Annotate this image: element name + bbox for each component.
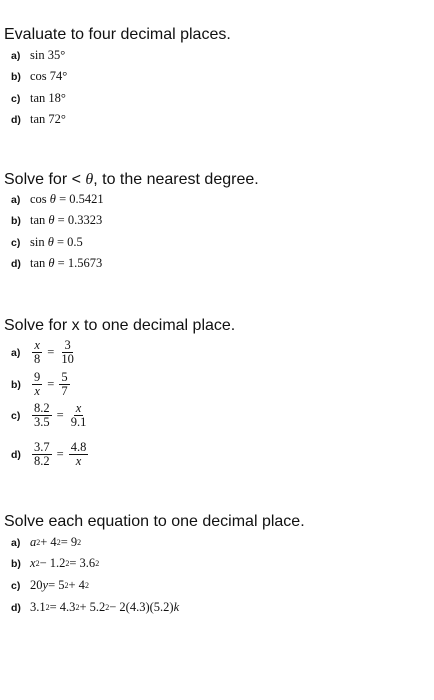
right-fraction [69, 441, 89, 468]
exponent: 2 [65, 559, 70, 568]
item-label: b) [11, 378, 21, 391]
exponent: 2 [75, 603, 80, 612]
item-label: b) [11, 557, 21, 570]
theta-variable: θ [49, 192, 56, 206]
fraction-denominator: 7 [61, 384, 68, 399]
item-label: a) [11, 193, 21, 206]
item-label: c) [11, 236, 21, 249]
item-label: b) [11, 70, 21, 83]
item-label: d) [11, 113, 21, 126]
fraction-numerator: x [75, 401, 82, 415]
section2-item-c [11, 235, 83, 250]
section1-item-c [11, 91, 66, 106]
theta-variable: θ [48, 213, 55, 227]
term: + 5.2 [79, 600, 106, 614]
exponent: 2 [77, 538, 82, 547]
equals-sign: = [56, 447, 64, 462]
fraction-denominator: x [75, 454, 82, 469]
fraction-numerator: 9 [34, 370, 41, 384]
item-label: d) [11, 601, 21, 614]
term: = 3.6 [69, 556, 96, 570]
trig-function: sin [30, 235, 45, 249]
section2-heading [4, 171, 259, 189]
section3-item-b [11, 371, 72, 398]
heading-suffix: , to the nearest degree. [93, 171, 259, 188]
variable: k [173, 600, 180, 614]
equation-rhs: = 0.3323 [57, 213, 103, 227]
trig-function: tan [30, 213, 46, 227]
fraction-numerator: 3 [64, 338, 71, 352]
equation-rhs: = 0.5 [56, 235, 83, 249]
section2-item-a [11, 192, 104, 207]
section2-item-b [11, 213, 102, 228]
term: = 9 [60, 535, 78, 549]
section4-heading: Solve each equation to one decimal place. [4, 513, 305, 530]
section2-item-d [11, 256, 102, 271]
term: = 5 [48, 578, 65, 592]
trig-function: tan [30, 256, 46, 270]
exponent: 2 [45, 603, 50, 612]
term: 3.1 [30, 600, 46, 614]
fraction-numerator: 3.7 [34, 440, 50, 454]
section3-item-d [11, 441, 90, 468]
equation-rhs: = 0.5421 [59, 192, 104, 206]
item-label: c) [11, 92, 21, 105]
theta-symbol: θ [85, 171, 94, 188]
right-fraction [59, 371, 69, 398]
fraction-numerator: 5 [61, 370, 68, 384]
section4-item-a [11, 535, 81, 550]
section4-item-b [11, 556, 99, 571]
exponent: 2 [105, 603, 110, 612]
equation-rhs: = 1.5673 [57, 256, 103, 270]
fraction-denominator: 9.1 [70, 415, 87, 430]
theta-variable: θ [47, 235, 54, 249]
term: = 4.3 [49, 600, 76, 614]
item-label: a) [11, 346, 21, 359]
variable: x [30, 556, 36, 570]
item-label: d) [11, 448, 21, 461]
item-label: a) [11, 49, 21, 62]
equals-sign: = [47, 345, 55, 360]
theta-variable: θ [48, 256, 55, 270]
section4-item-d [11, 600, 179, 615]
fraction-numerator: 8.2 [34, 401, 50, 415]
item-label: c) [11, 409, 21, 422]
exponent: 2 [95, 559, 100, 568]
equals-sign: = [47, 377, 55, 392]
fraction-denominator: 3.5 [34, 415, 50, 430]
fraction-denominator: x [34, 384, 40, 399]
heading-prefix: Solve for < [4, 171, 86, 188]
left-fraction [32, 402, 52, 429]
section1-item-b [11, 69, 67, 84]
exponent: 2 [36, 538, 41, 547]
term: − 1.2 [39, 556, 66, 570]
equals-sign: = [56, 408, 64, 423]
section1-item-a [11, 48, 65, 63]
fraction-denominator: 10 [61, 352, 74, 367]
term: + 4 [68, 578, 85, 592]
variable: a [30, 535, 37, 549]
section3-item-a [11, 339, 78, 366]
left-fraction [32, 371, 42, 398]
section1-heading: Evaluate to four decimal places. [4, 26, 231, 43]
item-expression: tan 18° [30, 91, 66, 105]
fraction-denominator: 8 [34, 352, 41, 367]
trig-function: cos [30, 192, 47, 206]
term: − 2(4.3)(5.2) [109, 600, 174, 614]
fraction-denominator: 8.2 [34, 454, 50, 469]
right-fraction [59, 339, 76, 366]
item-expression: tan 72° [30, 112, 66, 126]
section1-item-d [11, 112, 66, 127]
item-expression: cos 74° [30, 69, 68, 83]
section3-heading: Solve for x to one decimal place. [4, 317, 236, 334]
exponent: 2 [64, 581, 69, 590]
exponent: 2 [56, 538, 61, 547]
item-expression: sin 35° [30, 48, 66, 62]
exponent: 2 [84, 581, 89, 590]
item-label: b) [11, 214, 21, 227]
item-label: a) [11, 536, 21, 549]
section4-item-c [11, 578, 89, 593]
item-label: d) [11, 257, 21, 270]
item-label: c) [11, 579, 21, 592]
section3-item-c [11, 402, 90, 429]
variable: y [42, 578, 49, 592]
fraction-numerator: 4.8 [70, 440, 87, 454]
coefficient: 20 [30, 578, 43, 592]
term: + 4 [40, 535, 57, 549]
left-fraction [32, 339, 42, 366]
left-fraction [32, 441, 52, 468]
exponent: 2 [35, 559, 40, 568]
right-fraction [69, 402, 89, 429]
fraction-numerator: x [34, 338, 40, 352]
